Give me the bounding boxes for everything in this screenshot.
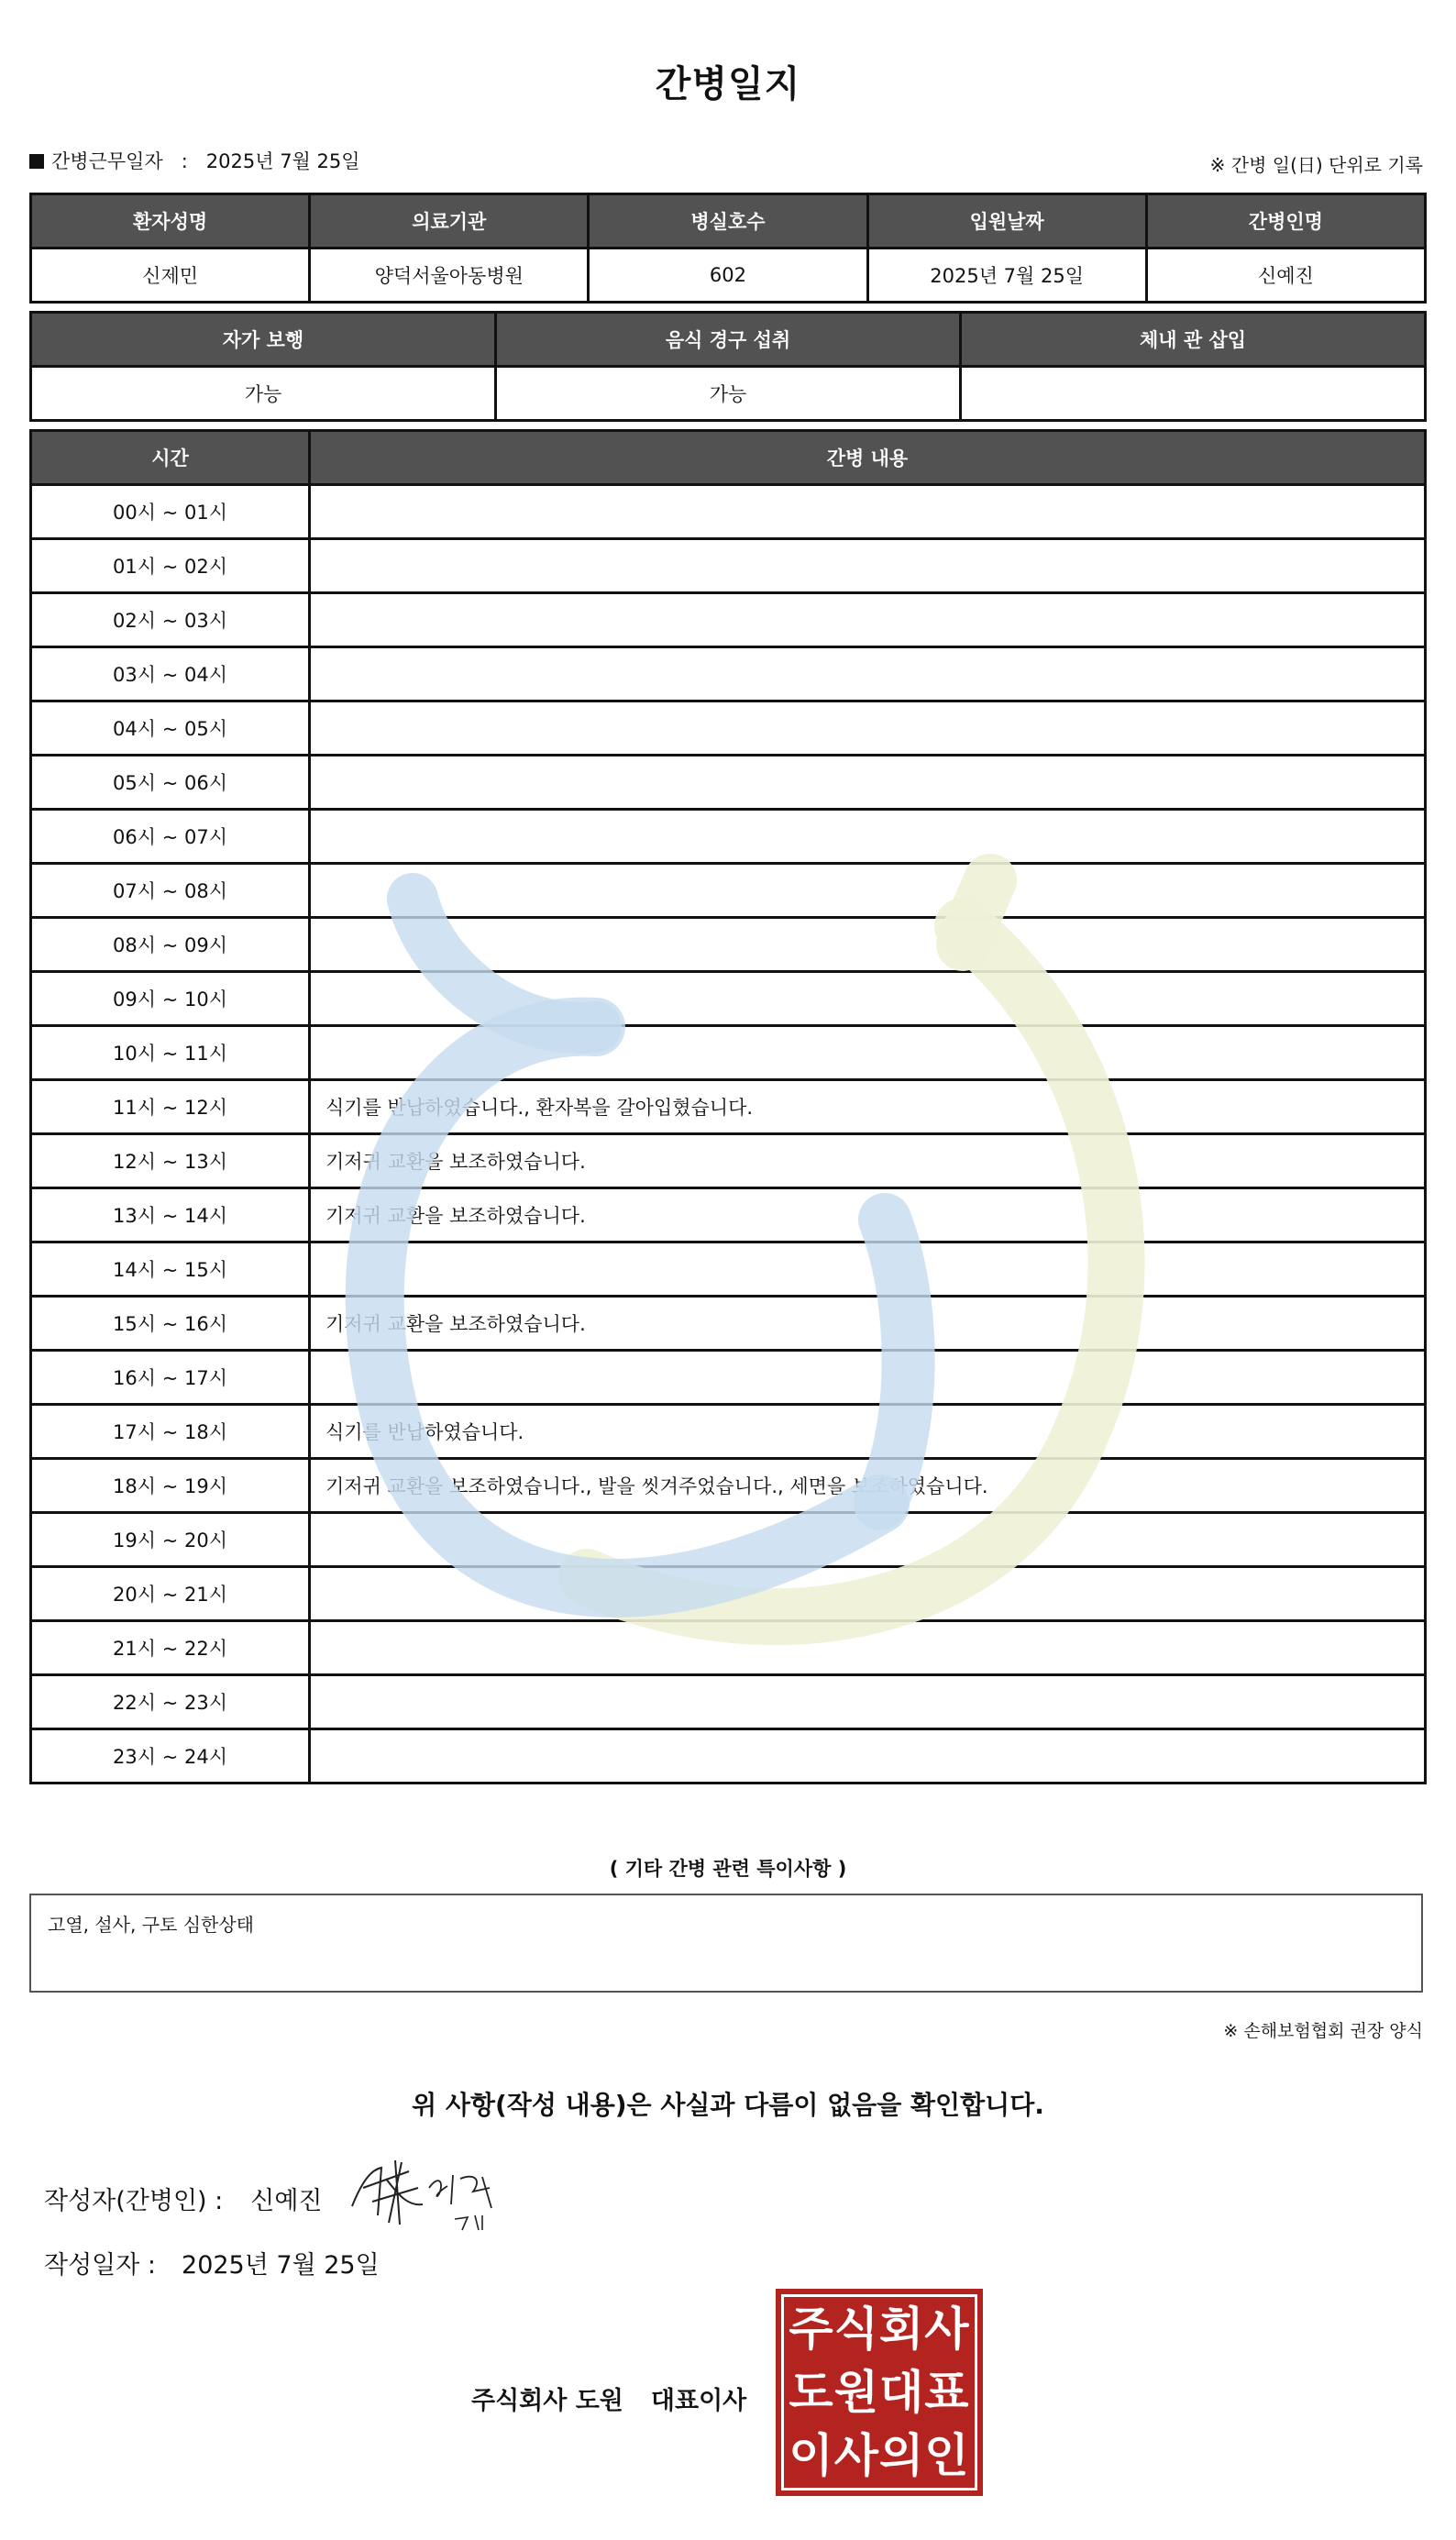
care-content — [310, 539, 1426, 593]
remarks-title: ( 기타 간병 관련 특이사항 ) — [609, 1858, 847, 1880]
written-date-value: 2025년 7월 25일 — [182, 2251, 380, 2280]
time-slot: 11시 ~ 12시 — [31, 1080, 310, 1134]
care-content: 기저귀 교환을 보조하였습니다. — [310, 1134, 1426, 1188]
table-row — [31, 1729, 1426, 1784]
table-row — [31, 1513, 1426, 1567]
header-room: 병실호수 — [589, 194, 867, 248]
hospital-name: 양덕서울아동병원 — [310, 248, 589, 303]
handwritten-signature — [345, 2151, 510, 2236]
patient-name: 신제민 — [31, 248, 310, 303]
seal-row: 이사의인 — [789, 2429, 970, 2483]
table-row — [31, 1567, 1426, 1621]
company-name: 주식회사 도원 — [471, 2387, 623, 2415]
table-row — [31, 972, 1426, 1026]
remarks-box — [29, 1894, 1423, 1993]
table-row — [31, 647, 1426, 701]
author-name: 신예진 — [250, 2187, 323, 2215]
care-content — [310, 864, 1426, 918]
table-row — [31, 1297, 1426, 1351]
header-care-content: 간병 내용 — [310, 431, 1426, 485]
time-slot: 04시 ~ 05시 — [31, 701, 310, 756]
table-row — [31, 593, 1426, 647]
time-slot: 15시 ~ 16시 — [31, 1297, 310, 1351]
time-slot: 09시 ~ 10시 — [31, 972, 310, 1026]
confirmation-statement: 위 사항(작성 내용)은 사실과 다름이 없음을 확인합니다. — [412, 2090, 1044, 2120]
table-row — [31, 1134, 1426, 1188]
patient-info-table — [29, 193, 1427, 304]
care-content — [310, 1675, 1426, 1729]
care-content — [310, 1729, 1426, 1784]
table-row — [31, 1188, 1426, 1242]
care-content — [310, 593, 1426, 647]
header-time: 시간 — [31, 431, 310, 485]
table-row — [31, 1026, 1426, 1080]
care-content: 기저귀 교환을 보조하였습니다., 발을 씻겨주었습니다., 세면을 보조하였습니다. — [310, 1459, 1426, 1513]
care-content — [310, 918, 1426, 972]
written-date-label: 작성일자 : — [44, 2251, 157, 2280]
time-slot: 16시 ~ 17시 — [31, 1351, 310, 1405]
header-admission-date: 입원날짜 — [867, 194, 1146, 248]
table-row — [31, 1459, 1426, 1513]
room-number: 602 — [589, 248, 867, 303]
author-label: 작성자(간병인) : — [44, 2187, 224, 2215]
time-slot: 22시 ~ 23시 — [31, 1675, 310, 1729]
seal-row: 주식회사 — [789, 2302, 970, 2356]
caregiver-name: 신예진 — [1146, 248, 1425, 303]
work-date-separator: : — [181, 150, 188, 172]
care-content — [310, 810, 1426, 864]
tube-insertion-value — [961, 367, 1426, 421]
header-patient-name: 환자성명 — [31, 194, 310, 248]
table-row — [31, 485, 1426, 539]
table-row — [31, 1621, 1426, 1675]
time-slot: 10시 ~ 11시 — [31, 1026, 310, 1080]
header-oral-intake: 음식 경구 섭취 — [496, 313, 961, 367]
care-timetable — [29, 429, 1427, 1784]
care-content — [310, 1513, 1426, 1567]
care-content — [310, 485, 1426, 539]
company-line — [471, 2380, 746, 2416]
table-row — [31, 756, 1426, 810]
work-date-value: 2025년 7월 25일 — [205, 150, 360, 172]
time-slot: 03시 ~ 04시 — [31, 647, 310, 701]
time-slot: 20시 ~ 21시 — [31, 1567, 310, 1621]
time-slot: 05시 ~ 06시 — [31, 756, 310, 810]
oral-intake-value: 가능 — [496, 367, 961, 421]
header-tube-insertion: 체내 관 삽입 — [961, 313, 1426, 367]
care-content — [310, 1026, 1426, 1080]
page-title: 간병일지 — [655, 63, 801, 105]
time-slot: 01시 ~ 02시 — [31, 539, 310, 593]
time-slot: 17시 ~ 18시 — [31, 1405, 310, 1459]
written-date-line — [44, 2245, 380, 2280]
time-slot: 12시 ~ 13시 — [31, 1134, 310, 1188]
care-content — [310, 972, 1426, 1026]
care-content — [310, 1242, 1426, 1297]
care-content — [310, 756, 1426, 810]
remarks-text: 고열, 설사, 구토 심한상태 — [48, 1914, 254, 1936]
table-row — [31, 539, 1426, 593]
square-bullet-icon — [29, 154, 44, 169]
time-slot: 14시 ~ 15시 — [31, 1242, 310, 1297]
care-content: 기저귀 교환을 보조하였습니다. — [310, 1297, 1426, 1351]
time-slot: 13시 ~ 14시 — [31, 1188, 310, 1242]
table-row — [31, 1675, 1426, 1729]
time-slot: 08시 ~ 09시 — [31, 918, 310, 972]
care-content: 식기를 반납하였습니다. — [310, 1405, 1426, 1459]
work-date-label: 간병근무일자 — [51, 150, 163, 172]
care-content — [310, 1567, 1426, 1621]
seal-row: 도원대표 — [789, 2365, 970, 2419]
work-date — [29, 147, 360, 174]
self-walking-value: 가능 — [31, 367, 496, 421]
table-row — [31, 1080, 1426, 1134]
care-content — [310, 1621, 1426, 1675]
care-content: 기저귀 교환을 보조하였습니다. — [310, 1188, 1426, 1242]
status-info-table — [29, 311, 1427, 422]
admission-date: 2025년 7월 25일 — [867, 248, 1146, 303]
time-slot: 00시 ~ 01시 — [31, 485, 310, 539]
table-row — [31, 1405, 1426, 1459]
author-line — [44, 2181, 323, 2216]
company-seal — [776, 2289, 983, 2496]
care-content — [310, 647, 1426, 701]
table-row — [31, 864, 1426, 918]
time-slot: 18시 ~ 19시 — [31, 1459, 310, 1513]
care-content — [310, 701, 1426, 756]
table-row — [31, 810, 1426, 864]
form-note: ※ 손해보험협회 권장 양식 — [1223, 2021, 1423, 2041]
time-slot: 02시 ~ 03시 — [31, 593, 310, 647]
table-row — [31, 918, 1426, 972]
time-slot: 06시 ~ 07시 — [31, 810, 310, 864]
table-row — [31, 1242, 1426, 1297]
care-content — [310, 1351, 1426, 1405]
company-title: 대표이사 — [650, 2387, 747, 2415]
table-row — [31, 701, 1426, 756]
header-self-walking: 자가 보행 — [31, 313, 496, 367]
header-caregiver-name: 간병인명 — [1146, 194, 1425, 248]
record-note: ※ 간병 일(日) 단위로 기록 — [1209, 154, 1423, 176]
time-slot: 07시 ~ 08시 — [31, 864, 310, 918]
header-hospital: 의료기관 — [310, 194, 589, 248]
care-content: 식기를 반납하였습니다., 환자복을 갈아입혔습니다. — [310, 1080, 1426, 1134]
table-row — [31, 1351, 1426, 1405]
time-slot: 19시 ~ 20시 — [31, 1513, 310, 1567]
time-slot: 23시 ~ 24시 — [31, 1729, 310, 1784]
time-slot: 21시 ~ 22시 — [31, 1621, 310, 1675]
